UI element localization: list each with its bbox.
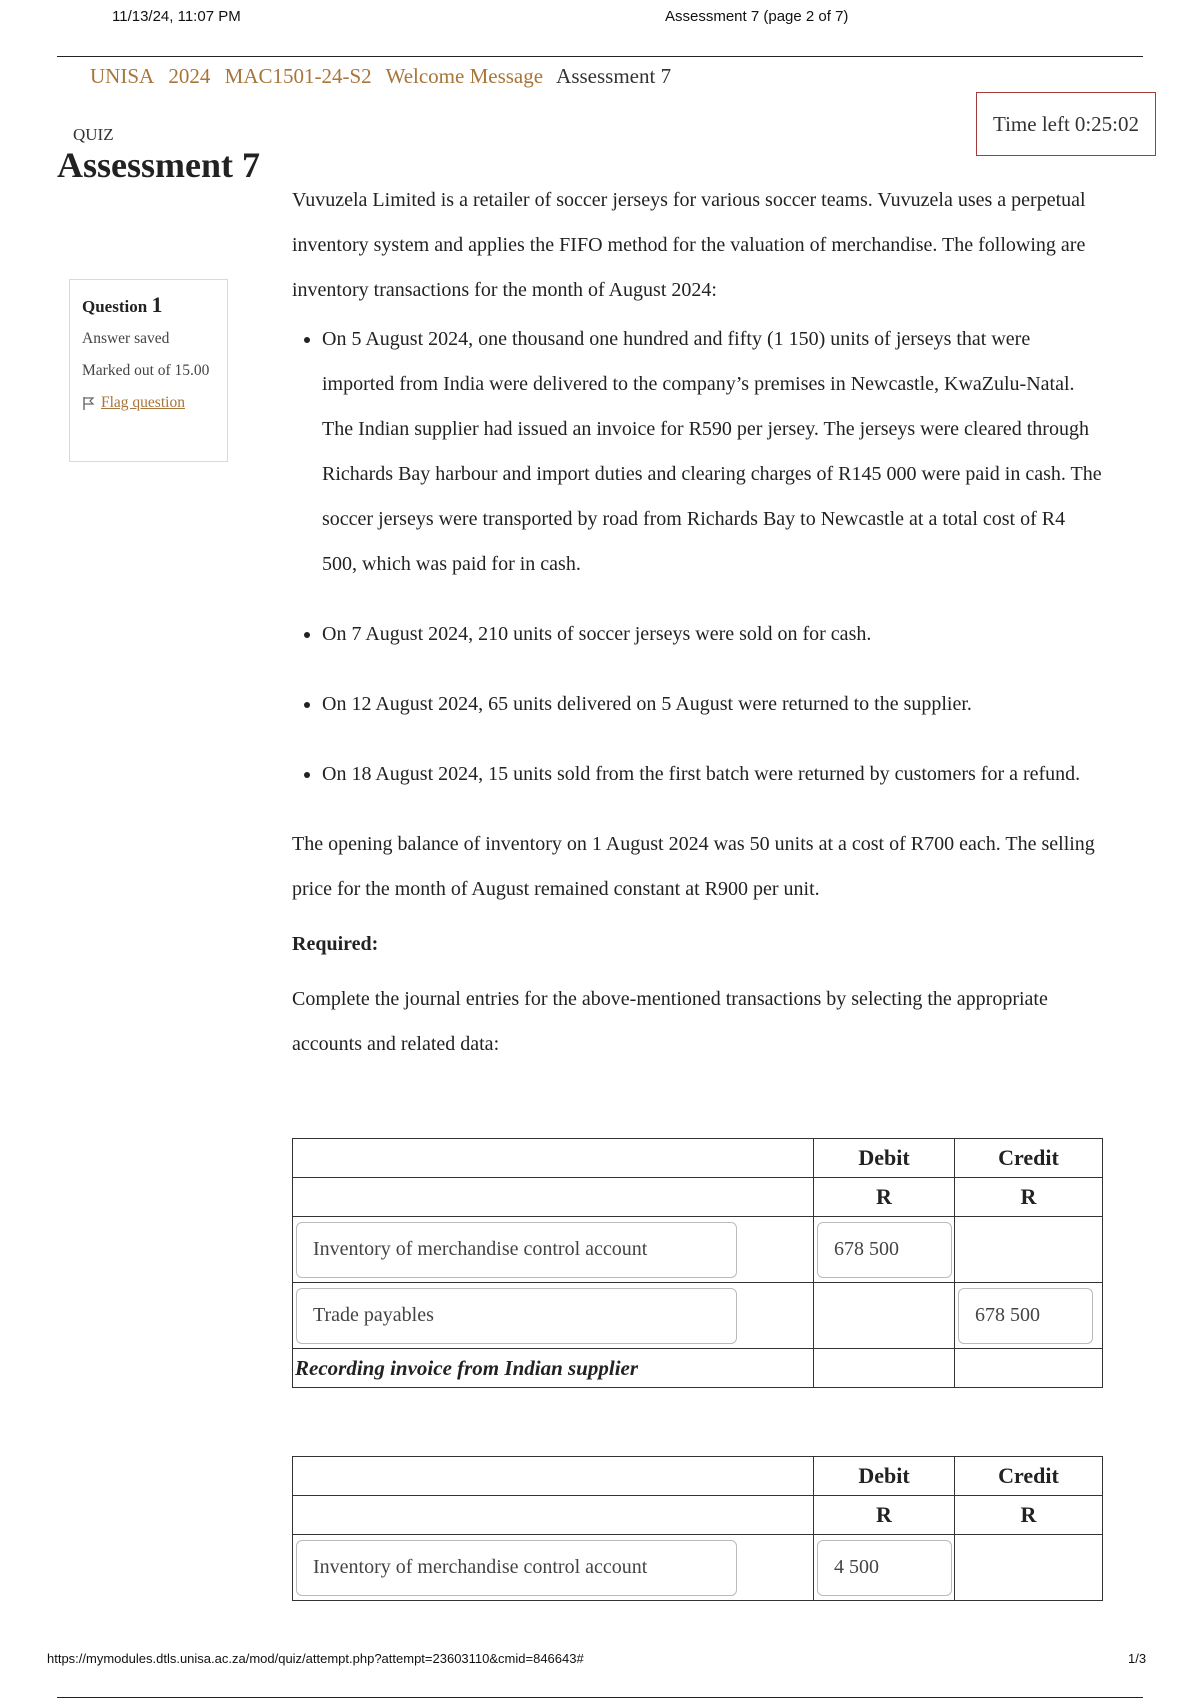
debit-account-field[interactable]: Inventory of merchandise control account — [296, 1540, 737, 1596]
credit-header: Credit — [955, 1457, 1103, 1496]
transaction-list — [292, 317, 1104, 797]
page-url: https://mymodules.dtls.unisa.ac.za/mod/quiz/attempt.php?attempt=23603110&cmid=846643# — [47, 1651, 584, 1666]
marks-info: Marked out of 15.00 — [82, 362, 210, 379]
flag-question-label[interactable]: Flag question — [101, 394, 185, 411]
print-datetime: 11/13/24, 11:07 PM — [112, 8, 241, 25]
question-intro: Vuvuzela Limited is a retailer of soccer jerseys for various soccer teams. Vuvuzela uses a perpetual inventory system and applies the FIFO method for the valuation of merchandise. The following are inventory transactions for the month of August 2024: — [292, 189, 1086, 301]
list-item: • On 7 August 2024, 210 units of soccer jerseys were sold on for cash. — [322, 612, 1104, 657]
debit-amount-field[interactable]: 4 500 — [817, 1540, 952, 1596]
empty-credit-cell — [955, 1535, 1103, 1601]
table-row — [293, 1535, 1103, 1601]
credit-currency: R — [955, 1496, 1103, 1535]
question-number — [82, 292, 215, 318]
empty-cell — [814, 1349, 955, 1388]
breadcrumb-welcome-message[interactable]: Welcome Message — [385, 64, 544, 88]
list-item: • On 12 August 2024, 65 units delivered on 5 August were returned to the supplier. — [322, 682, 1104, 727]
breadcrumb-course[interactable]: MAC1501-24-S2 — [224, 64, 372, 88]
time-left-timer — [976, 92, 1156, 156]
narration: Recording invoice from Indian supplier — [293, 1349, 814, 1388]
header-divider — [57, 56, 1143, 57]
list-item: • On 5 August 2024, one thousand one hundred and fifty (1 150) units of jerseys that were imported from India were delivered to the company’s premises in Newcastle, KwaZulu-Natal. The Indian supplier had issued an invoice for R590 per jersey. The jerseys were cleared through Richards Bay harbour and import duties and clearing charges of R145 000 were paid in cash. The soccer jerseys were transported by road from Richards Bay to Newcastle at a total cost of R4 500, which was paid for in cash. — [322, 317, 1104, 587]
question-number-value: 1 — [151, 292, 163, 317]
credit-account-field[interactable]: Trade payables — [296, 1288, 737, 1344]
journal-table-2 — [292, 1456, 1103, 1601]
header-blank — [293, 1139, 814, 1178]
required-heading: Required: — [292, 933, 379, 955]
opening-balance-text: The opening balance of inventory on 1 August 2024 was 50 units at a cost of R700 each. The selling price for the month of August remained constant at R900 per unit. — [292, 833, 1095, 900]
breadcrumb — [90, 64, 671, 89]
debit-currency: R — [814, 1178, 955, 1217]
breadcrumb-current: Assessment 7 — [556, 64, 672, 88]
debit-currency: R — [814, 1496, 955, 1535]
debit-header: Debit — [814, 1139, 955, 1178]
page-title: Assessment 7 — [57, 145, 260, 185]
empty-credit-cell — [955, 1217, 1103, 1283]
credit-header: Credit — [955, 1139, 1103, 1178]
page-number: 1/3 — [1128, 1651, 1147, 1666]
answer-status: Answer saved — [82, 330, 170, 347]
debit-amount-field[interactable]: 678 500 — [817, 1222, 952, 1278]
question-info-panel — [69, 279, 228, 462]
header-blank — [293, 1496, 814, 1535]
journal-table-1 — [292, 1138, 1103, 1388]
breadcrumb-unisa[interactable]: UNISA — [90, 64, 155, 88]
table-row — [293, 1217, 1103, 1283]
instruction-text: Complete the journal entries for the above-mentioned transactions by selecting the appropriate accounts and related data: — [292, 988, 1048, 1055]
empty-debit-cell — [814, 1283, 955, 1349]
credit-amount-field[interactable]: 678 500 — [958, 1288, 1093, 1344]
debit-account-field[interactable]: Inventory of merchandise control account — [296, 1222, 737, 1278]
flag-icon — [82, 396, 95, 411]
header-blank — [293, 1178, 814, 1217]
credit-currency: R — [955, 1178, 1103, 1217]
print-page-title: Assessment 7 (page 2 of 7) — [665, 8, 849, 25]
footer-divider — [57, 1697, 1143, 1698]
print-header — [0, 8, 1200, 30]
flag-question-link[interactable] — [82, 394, 215, 412]
breadcrumb-year[interactable]: 2024 — [168, 64, 211, 88]
question-label: Question — [82, 297, 148, 316]
timer-label: Time left — [993, 111, 1070, 136]
empty-cell — [955, 1349, 1103, 1388]
table-row — [293, 1283, 1103, 1349]
list-item: • On 18 August 2024, 15 units sold from the first batch were returned by customers for a refund. — [322, 752, 1104, 797]
quiz-label: QUIZ — [73, 125, 114, 144]
question-text — [292, 178, 1104, 1067]
debit-header: Debit — [814, 1457, 955, 1496]
timer-value: 0:25:02 — [1074, 111, 1139, 136]
header-blank — [293, 1457, 814, 1496]
